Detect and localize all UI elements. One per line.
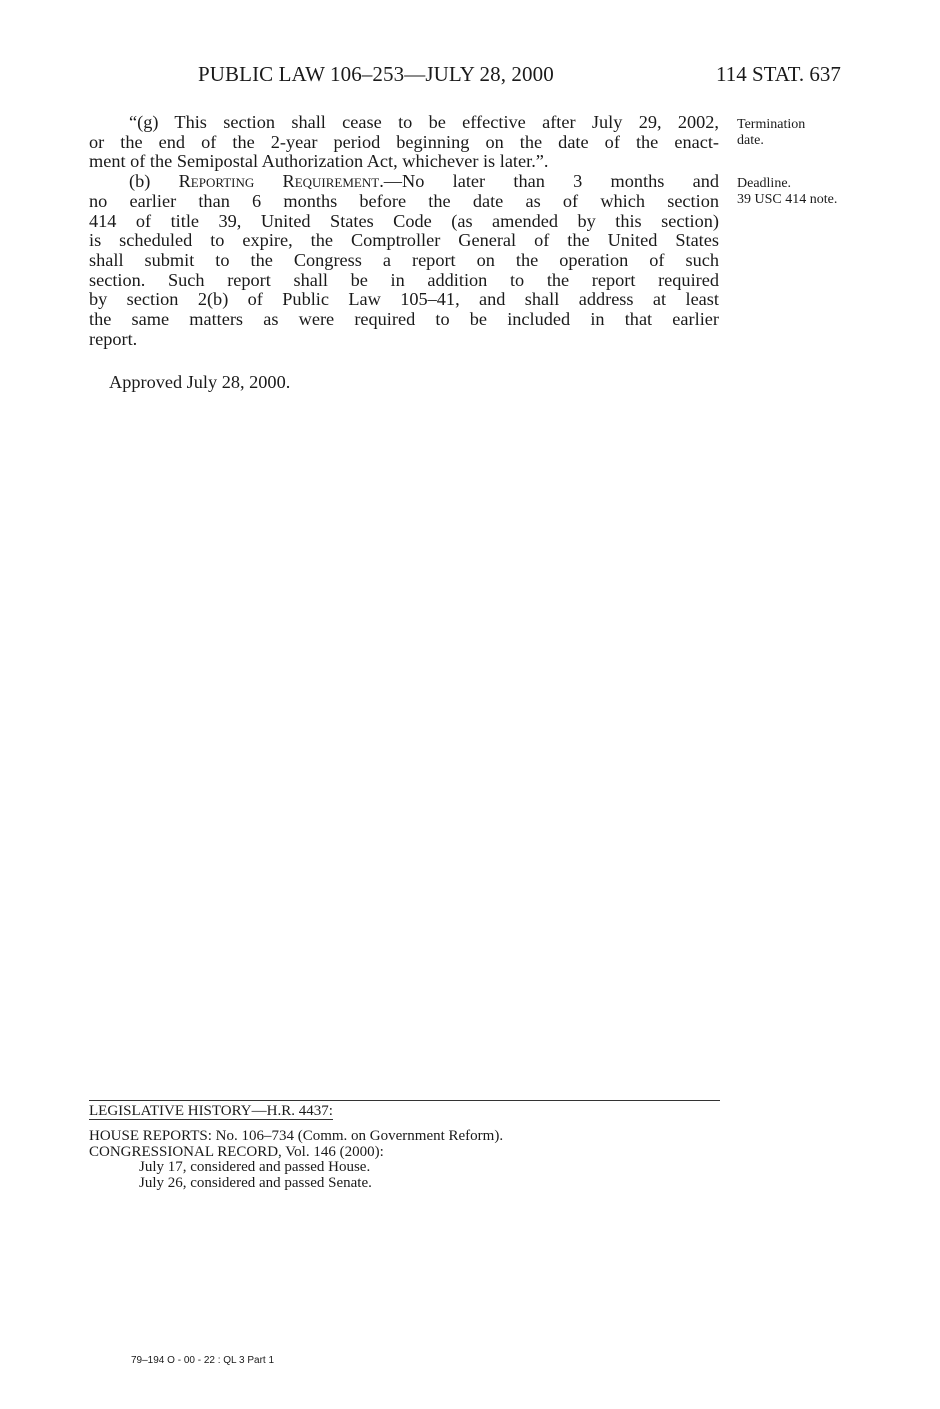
body-line: shall submit to the Congress a report on the operation of such — [89, 249, 719, 270]
margin-note-line: date. — [737, 133, 764, 148]
congressional-record: CONGRESSIONAL RECORD, Vol. 146 (2000): — [89, 1143, 384, 1160]
body-line: report. — [89, 328, 138, 349]
body-line: section. Such report shall be in addition to the report required — [89, 269, 719, 290]
body-line: is scheduled to expire, the Comptroller General of the United States — [89, 230, 719, 251]
body-line: ment of the Semipostal Authorization Act, whichever is later.”. — [89, 151, 549, 172]
subsection-b-heading: Reporting Requirement — [178, 171, 380, 192]
subsection-b-heading-line — [89, 172, 719, 192]
subsection-b-prefix: (b) — [129, 171, 179, 192]
subsection-b-text: .—No later than 3 months and — [379, 171, 719, 192]
record-entry: July 17, considered and passed House. — [139, 1159, 371, 1175]
body-line: “(g) This section shall cease to be effective after July 29, 2002, — [129, 112, 719, 132]
page-header-title: PUBLIC LAW 106–253—JULY 28, 2000 — [198, 62, 554, 86]
body-line: by section 2(b) of Public Law 105–41, and shall address at least — [89, 289, 719, 310]
legislative-history-details — [89, 1129, 503, 1191]
legislative-history-title-text: LEGISLATIVE HISTORY—H.R. 4437: — [89, 1103, 333, 1119]
margin-note-line: 39 USC 414 note. — [737, 192, 838, 207]
body-line: or the end of the 2-year period beginning on the date of the enact- — [89, 131, 719, 152]
margin-note-line: Deadline. — [737, 176, 792, 191]
margin-note-termination — [737, 117, 805, 149]
body-line: 414 of title 39, United States Code (as amended by this section) — [89, 210, 719, 231]
margin-note-deadline — [737, 176, 837, 208]
body-line: no earlier than 6 months before the date as of which section — [89, 190, 719, 211]
approval-date: Approved July 28, 2000. — [109, 372, 291, 392]
print-job-code: 79–194 O - 00 - 22 : QL 3 Part 1 — [131, 1355, 275, 1366]
footnote-divider — [89, 1100, 720, 1101]
body-line: the same matters as were required to be included in that earlier — [89, 309, 719, 330]
house-reports: HOUSE REPORTS: No. 106–734 (Comm. on Government Reform). — [89, 1128, 504, 1144]
legislative-history-title — [89, 1103, 333, 1120]
statute-body — [89, 113, 719, 349]
margin-note-line: Termination — [737, 117, 806, 132]
record-entry: July 26, considered and passed Senate. — [139, 1174, 372, 1191]
page-header-stat: 114 STAT. 637 — [716, 62, 841, 86]
